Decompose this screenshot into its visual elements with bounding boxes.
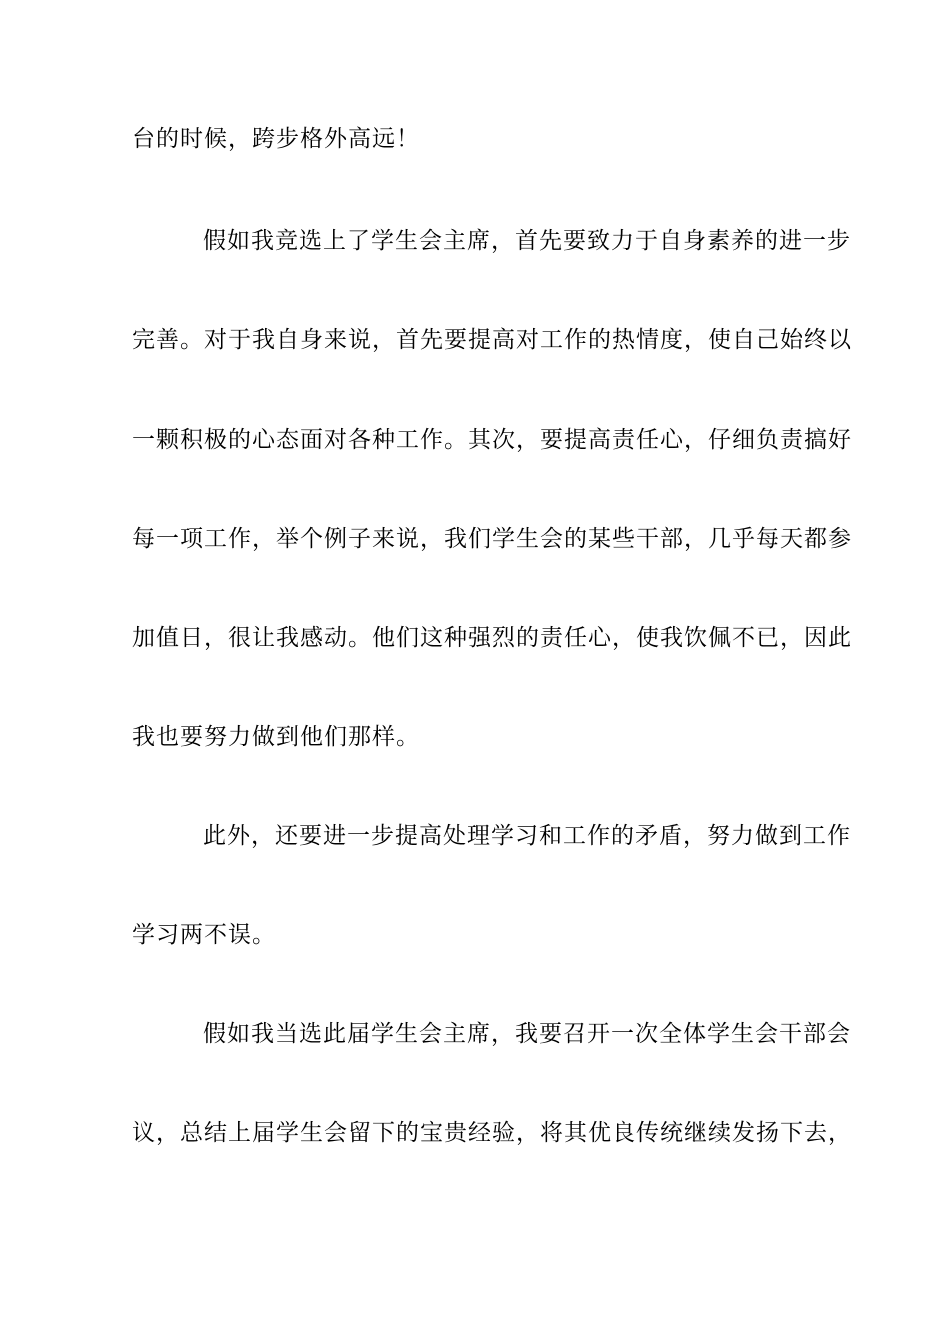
text-line: 完善。对于我自身来说，首先要提高对工作的热情度，使自己始终以 [132, 327, 852, 353]
text-line: 加值日，很让我感动。他们这种强烈的责任心，使我饮佩不已，因此 [132, 625, 852, 651]
text-line: 我也要努力做到他们那样。 [132, 724, 420, 750]
text-line: 议，总结上届学生会留下的宝贵经验，将其优良传统继续发扬下去， [132, 1120, 852, 1146]
paragraph-first-line: 此外，还要进一步提高处理学习和工作的矛盾，努力做到工作 [203, 823, 851, 849]
text-line: 每一项工作，举个例子来说，我们学生会的某些干部，几乎每天都参 [132, 526, 852, 552]
text-line: 一颗积极的心态面对各种工作。其次，要提高责任心，仔细负责搞好 [132, 427, 852, 453]
paragraph-first-line: 假如我竞选上了学生会主席，首先要致力于自身素养的进一步 [203, 228, 851, 254]
paragraph-first-line: 假如我当选此届学生会主席，我要召开一次全体学生会干部会 [203, 1021, 851, 1047]
text-line: 学习两不误。 [132, 922, 276, 948]
text-line: 台的时候，跨步格外高远！ [132, 126, 420, 152]
